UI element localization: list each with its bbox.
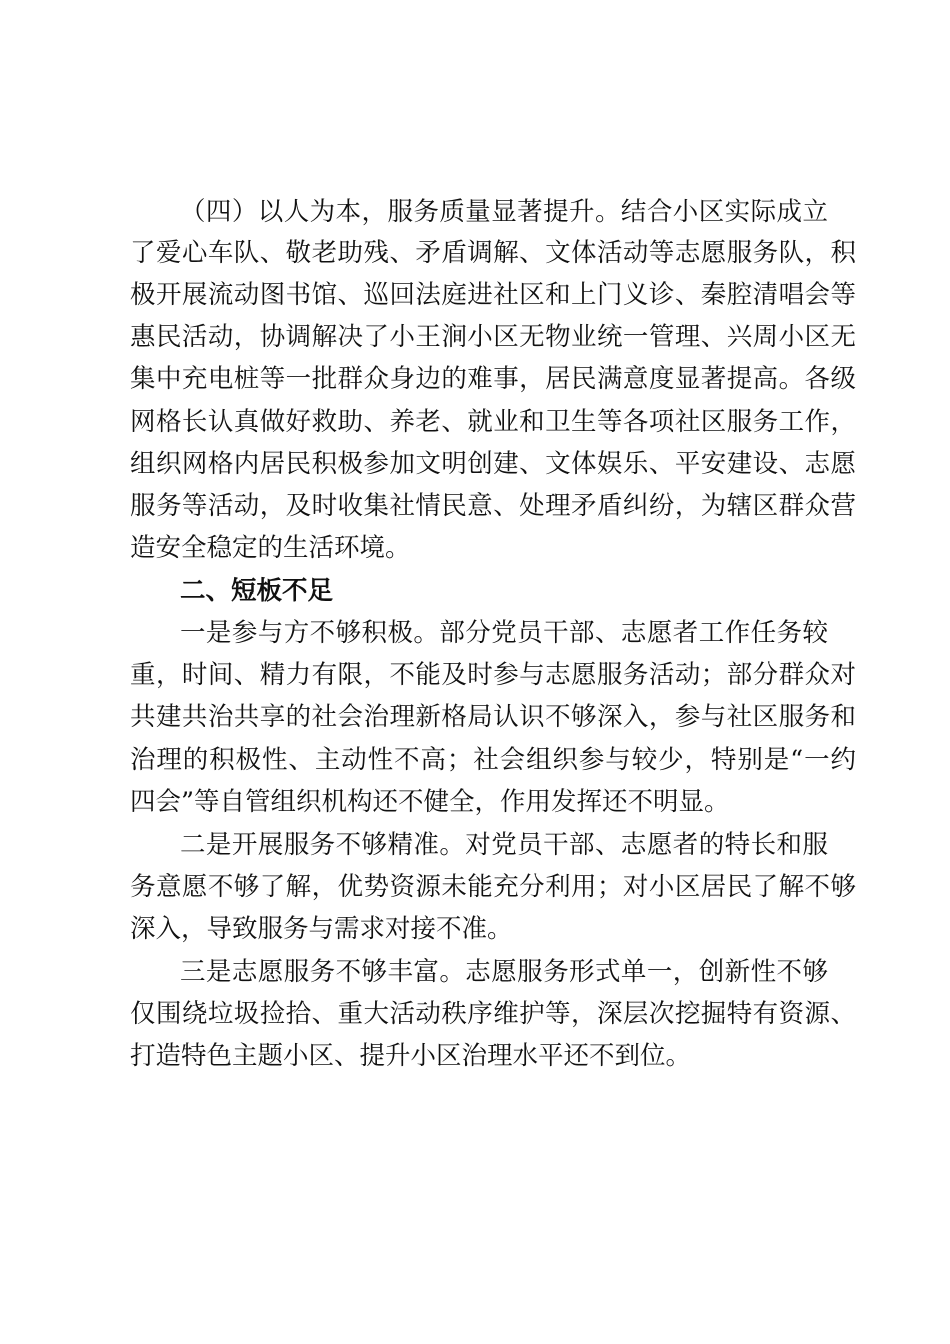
text-line: 共建共治共享的社会治理新格局认识不够深入，参与社区服务和 <box>130 702 856 732</box>
text-line: 网格长认真做好救助、养老、就业和卫生等各项社区服务工作， <box>130 407 856 437</box>
text-line: 极开展流动图书馆、巡回法庭进社区和上门义诊、秦腔清唱会等 <box>130 280 856 310</box>
text-line: 集中充电桩等一批群众身边的难事，居民满意度显著提高。各级 <box>130 364 856 394</box>
text-line: 仅围绕垃圾捡拾、重大活动秩序维护等，深层次挖掘特有资源、 <box>130 999 856 1029</box>
text-line: 务意愿不够了解，优势资源未能充分利用；对小区居民了解不够 <box>130 872 856 902</box>
text-line: 惠民活动，协调解决了小王涧小区无物业统一管理、兴周小区无 <box>130 322 856 352</box>
text-line: 造安全稳定的生活环境。 <box>130 533 411 563</box>
text-line: 了爱心车队、敬老助残、矛盾调解、文体活动等志愿服务队，积 <box>130 238 856 268</box>
text-line: 打造特色主题小区、提升小区治理水平还不到位。 <box>130 1041 692 1071</box>
text-line: 服务等活动，及时收集社情民意、处理矛盾纠纷，为辖区群众营 <box>130 491 856 521</box>
text-line: （四）以人为本，服务质量显著提升。结合小区实际成立 <box>180 197 828 227</box>
section-heading: 二、短板不足 <box>180 576 334 606</box>
text-line: 一是参与方不够积极。部分党员干部、志愿者工作任务较 <box>180 618 828 648</box>
text-line: 四会”等自管组织机构还不健全，作用发挥还不明显。 <box>130 787 730 817</box>
text-line: 组织网格内居民积极参加文明创建、文体娱乐、平安建设、志愿 <box>130 449 856 479</box>
text-line: 重，时间、精力有限，不能及时参与志愿服务活动；部分群众对 <box>130 660 856 690</box>
text-line: 三是志愿服务不够丰富。志愿服务形式单一，创新性不够 <box>180 957 828 987</box>
text-line: 二是开展服务不够精准。对党员干部、志愿者的特长和服 <box>180 830 828 860</box>
text-line: 治理的积极性、主动性不高；社会组织参与较少，特别是“一约 <box>130 745 856 775</box>
text-line: 深入，导致服务与需求对接不准。 <box>130 914 513 944</box>
